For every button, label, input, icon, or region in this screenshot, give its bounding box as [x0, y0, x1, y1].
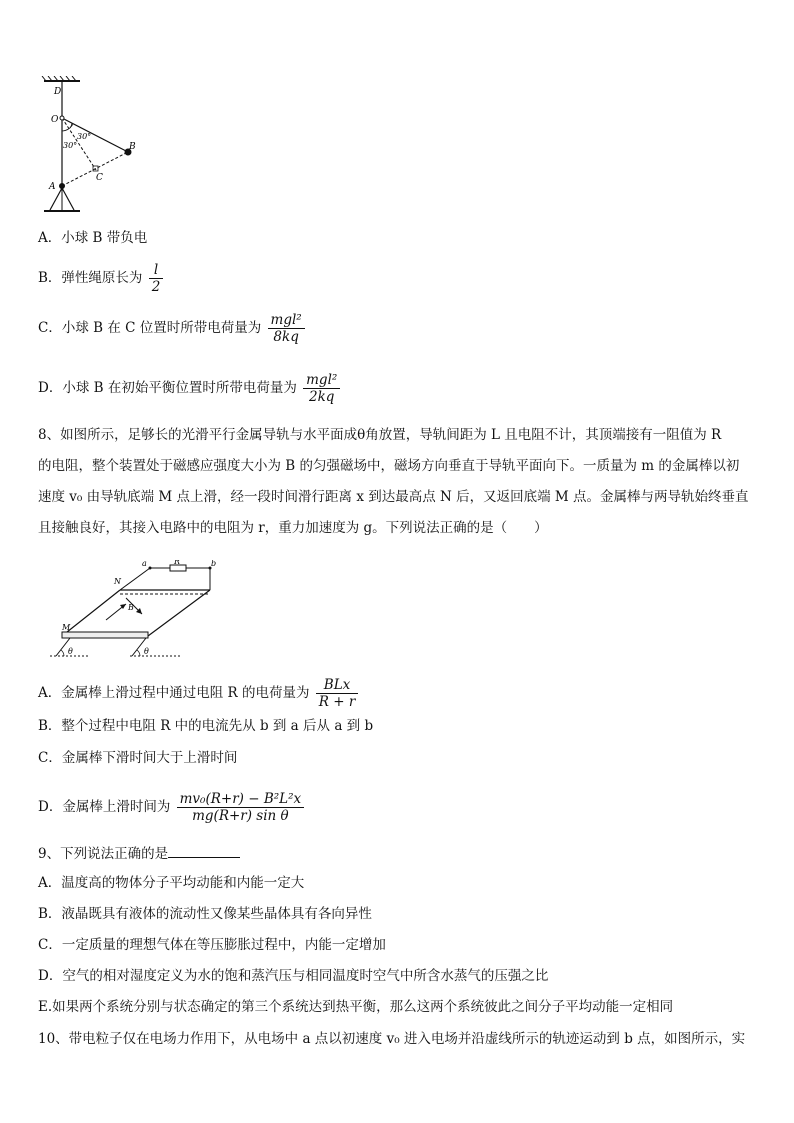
fraction-denominator: 2kq [309, 389, 335, 405]
fraction-denominator: 2 [151, 279, 161, 295]
q7-option-b-fraction [149, 262, 164, 295]
q8-option-d [38, 791, 304, 824]
fraction-numerator: l [149, 262, 164, 279]
fraction-numerator: mgl² [268, 312, 305, 329]
q7-option-d [38, 372, 340, 405]
q9-option-c: C．一定质量的理想气体在等压膨胀过程中，内能一定增加 [38, 937, 386, 953]
figure-inclined-rails-diagram [50, 560, 250, 660]
q8-option-c: C．金属棒下滑时间大于上滑时间 [38, 750, 238, 766]
q9-stem [38, 843, 240, 864]
label-N: N [114, 577, 121, 586]
fraction-denominator: R + r [318, 694, 356, 710]
fraction-denominator: 8kq [273, 329, 299, 345]
q9-option-a: A．温度高的物体分子平均动能和内能一定大 [38, 875, 305, 891]
q7-option-d-fraction [303, 372, 340, 405]
q8-option-a [38, 677, 358, 710]
label-R: R [174, 560, 181, 566]
q9-stem-text: 9、下列说法正确的是 [38, 846, 169, 862]
label-C: C [96, 173, 103, 183]
q7-option-b [38, 262, 163, 295]
q7-option-c [38, 312, 305, 345]
q7-option-b-text: B．弹性绳原长为 [38, 270, 143, 286]
q9-option-b: B．液晶既具有液体的流动性又像某些晶体具有各向异性 [38, 906, 372, 922]
label-B-field: B [128, 603, 134, 612]
q8-stem-line-1: 8、如图所示，足够长的光滑平行金属导轨与水平面成θ角放置，导轨间距为 L 且电阻不计，其顶端接有一阻值为 R [38, 427, 722, 443]
q10-stem: 10、带电粒子仅在电场力作用下，从电场中 a 点以初速度 v₀ 进入电场并沿虚线所示的轨迹运动到 b 点，如图所示，实 [38, 1031, 746, 1047]
figure-pendulum-diagram [36, 76, 146, 218]
label-M: M [62, 623, 71, 632]
q7-option-c-text: C．小球 B 在 C 位置时所带电荷量为 [38, 320, 262, 336]
label-angle-2: 30° [63, 141, 78, 150]
label-B: B [129, 142, 136, 152]
label-angle-1: 30° [77, 132, 92, 141]
fraction-numerator: BLx [316, 677, 359, 694]
q7-option-d-text: D．小球 B 在初始平衡位置时所带电荷量为 [38, 380, 297, 396]
q8-option-a-fraction [316, 677, 359, 710]
q8-stem-line-2: 的电阻，整个装置处于磁感应强度大小为 B 的匀强磁场中，磁场方向垂直于导轨平面向下。一质量为 m 的金属棒以初 [38, 458, 740, 474]
q8-stem-line-4: 且接触良好，其接入电路中的电阻为 r，重力加速度为 g。下列说法正确的是（ ） [38, 520, 548, 536]
label-b: b [211, 560, 217, 568]
q8-option-d-fraction [177, 791, 305, 824]
label-O: O [51, 115, 59, 125]
q8-option-d-text: D．金属棒上滑时间为 [38, 799, 171, 815]
q8-option-b: B．整个过程中电阻 R 中的电流先从 b 到 a 后从 a 到 b [38, 718, 374, 734]
label-theta-2: θ [144, 647, 149, 656]
label-a: a [142, 560, 147, 568]
q8-stem-line-3: 速度 v₀ 由导轨底端 M 点上滑，经一段时间滑行距离 x 到达最高点 N 后，又返回底端 M 点。金属棒与两导轨始终垂直 [38, 489, 749, 505]
q7-option-c-fraction [268, 312, 305, 345]
q9-option-d: D．空气的相对湿度定义为水的饱和蒸汽压与相同温度时空气中所含水蒸气的压强之比 [38, 968, 549, 984]
answer-blank [168, 843, 240, 858]
label-theta-1: θ [68, 647, 73, 656]
q7-option-a: A．小球 B 带负电 [38, 230, 148, 246]
q9-option-e: E.如果两个系统分别与状态确定的第三个系统达到热平衡，那么这两个系统彼此之间分子平均动能一定相同 [38, 999, 674, 1015]
fraction-numerator: mv₀(R+r) − B²L²x [177, 791, 305, 808]
label-A: A [49, 182, 56, 192]
fraction-denominator: mg(R+r) sin θ [192, 808, 289, 824]
q8-option-a-text: A．金属棒上滑过程中通过电阻 R 的电荷量为 [38, 685, 310, 701]
label-D: D [54, 87, 62, 97]
fraction-numerator: mgl² [303, 372, 340, 389]
